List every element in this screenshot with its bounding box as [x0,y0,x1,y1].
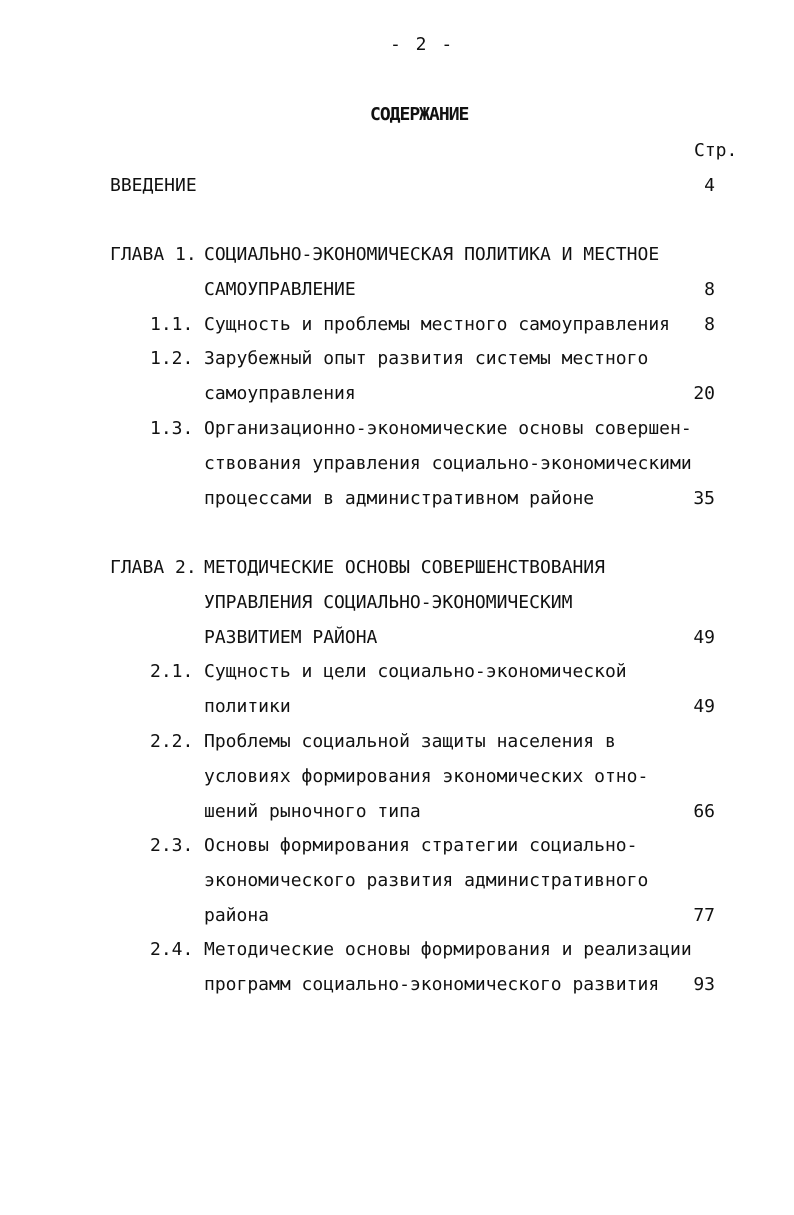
toc-entry-number: 1.3. [150,418,194,439]
toc-title: СОДЕРЖАНИЕ [370,104,469,125]
toc-entry-text: программ социально-экономического развития [204,973,660,995]
toc-page-number: 4 [704,175,715,196]
toc-entry-text: Основы формирования стратегии социально- [204,835,638,856]
toc-entry-text: экономического развития административного [204,869,649,891]
toc-entry-number: 2.2. [150,731,194,752]
toc-entry-text: самоуправления [204,382,356,404]
toc-page-number: 49 [693,626,715,648]
toc-entry-text: Проблемы социальной защиты населения в [204,731,616,752]
toc-page-number: 93 [693,973,715,995]
toc-page-number: 49 [693,695,715,717]
toc-page-number: 66 [693,800,715,822]
toc-entry-text: Организационно-экономические основы совершен- [204,418,692,439]
page-column-header: Стр. [694,140,738,161]
toc-page-number: 8 [704,278,715,300]
toc-entry-text: района [204,904,270,926]
toc-entry-number: 2.3. [150,835,194,856]
toc-entry-text: Сущность и проблемы местного самоуправления [204,314,670,335]
toc-entry-text: САМОУПРАВЛЕНИЕ [204,278,356,300]
toc-entry-number: 2.1. [150,661,194,682]
toc-entry-text: шений рыночного типа [204,800,421,822]
toc-entry-text: процессами в административном районе [204,487,595,509]
toc-entry-text: МЕТОДИЧЕСКИЕ ОСНОВЫ СОВЕРШЕНСТВОВАНИЯ [204,557,605,578]
toc-entry-text: ВВЕДЕНИЕ [110,175,197,196]
toc-entry-text: Сущность и цели социально-экономической [204,661,627,682]
toc-page-number: 20 [693,382,715,404]
toc-entry-number: ГЛАВА 2. [110,557,197,578]
toc-page-number: 77 [693,904,715,926]
toc-entry-number: 1.2. [150,348,194,369]
toc-entry-text: РАЗВИТИЕМ РАЙОНА [204,626,378,648]
toc-entry-text: политики [204,695,291,717]
page-number: - 2 - [390,34,455,55]
toc-entry-text: Зарубежный опыт развития системы местного [204,348,649,369]
toc-entry-number: 1.1. [150,314,194,335]
toc-entry-text: УПРАВЛЕНИЯ СОЦИАЛЬНО-ЭКОНОМИЧЕСКИМ [204,591,573,613]
toc-page-number: 35 [693,487,715,509]
toc-entry-number: ГЛАВА 1. [110,244,197,265]
toc-entry-text: СОЦИАЛЬНО-ЭКОНОМИЧЕСКАЯ ПОЛИТИКА И МЕСТНОЕ [204,244,660,265]
toc-page-number: 8 [704,314,715,335]
toc-entry-text: ствования управления социально-экономическими [204,452,692,474]
toc-entry-text: Методические основы формирования и реализации [204,939,692,960]
toc-entry-text: условиях формирования экономических отно- [204,765,649,787]
toc-entry-number: 2.4. [150,939,194,960]
